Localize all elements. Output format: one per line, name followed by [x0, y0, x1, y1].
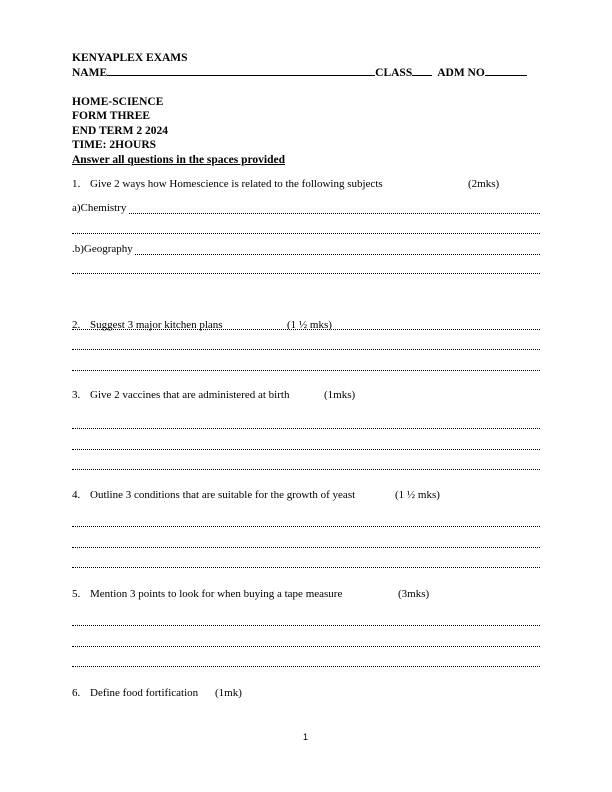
question-3-number: 3. — [72, 389, 81, 401]
question-5-number: 5. — [72, 588, 81, 600]
answer-line[interactable] — [72, 469, 540, 470]
question-6-marks: (1mk) — [215, 687, 242, 699]
name-field[interactable] — [107, 65, 375, 76]
term: END TERM 2 2024 — [72, 125, 168, 137]
question-4-text: Outline 3 conditions that are suitable for the growth of yeast — [90, 489, 356, 501]
question-6-text: Define food fortification — [90, 687, 199, 699]
instructions: Answer all questions in the spaces provided — [72, 154, 285, 166]
question-1-number: 1. — [72, 178, 81, 190]
question-2-number: 2. — [72, 319, 81, 331]
answer-line[interactable] — [72, 666, 540, 667]
answer-line[interactable] — [72, 449, 540, 450]
adm-label: ADM NO — [437, 67, 485, 79]
answer-line[interactable] — [72, 428, 540, 429]
question-2-text: Suggest 3 major kitchen plans — [90, 319, 223, 331]
question-3-text: Give 2 vaccines that are administered at birth — [90, 389, 290, 401]
question-6-number: 6. — [72, 687, 81, 699]
answer-line[interactable] — [72, 233, 540, 234]
adm-field[interactable] — [485, 65, 527, 76]
subject: HOME-SCIENCE — [72, 96, 164, 108]
form: FORM THREE — [72, 110, 151, 122]
answer-line[interactable] — [72, 547, 540, 548]
class-label: CLASS — [375, 67, 413, 79]
answer-line[interactable] — [72, 370, 540, 371]
question-1-marks: (2mks) — [468, 178, 500, 190]
answer-line[interactable] — [72, 349, 540, 350]
answer-line[interactable] — [72, 329, 540, 330]
answer-line[interactable] — [72, 254, 540, 255]
answer-line[interactable] — [72, 625, 540, 626]
page-number: 1 — [303, 732, 309, 742]
sub-item-chemistry: a)Chemistry — [72, 202, 127, 214]
question-2-marks: (1 ½ mks) — [287, 319, 332, 331]
sub-item-geography: .b)Geography — [72, 243, 133, 255]
question-5-marks: (3mks) — [398, 588, 430, 600]
time: TIME: 2HOURS — [72, 139, 157, 151]
answer-line[interactable] — [72, 213, 540, 214]
question-5-text: Mention 3 points to look for when buying a tape measure — [90, 588, 343, 600]
question-3-marks: (1mks) — [324, 389, 356, 401]
answer-line[interactable] — [72, 526, 540, 527]
name-row — [72, 65, 527, 80]
exam-body: KENYAPLEX EXAMS — [72, 52, 188, 64]
answer-line[interactable] — [72, 567, 540, 568]
question-1-text: Give 2 ways how Homescience is related to the following subjects — [90, 178, 383, 190]
class-field[interactable] — [412, 65, 432, 76]
answer-line[interactable] — [72, 273, 540, 274]
question-4-marks: (1 ½ mks) — [395, 489, 440, 501]
name-label: NAME — [72, 67, 108, 79]
answer-line[interactable] — [72, 646, 540, 647]
question-4-number: 4. — [72, 489, 81, 501]
